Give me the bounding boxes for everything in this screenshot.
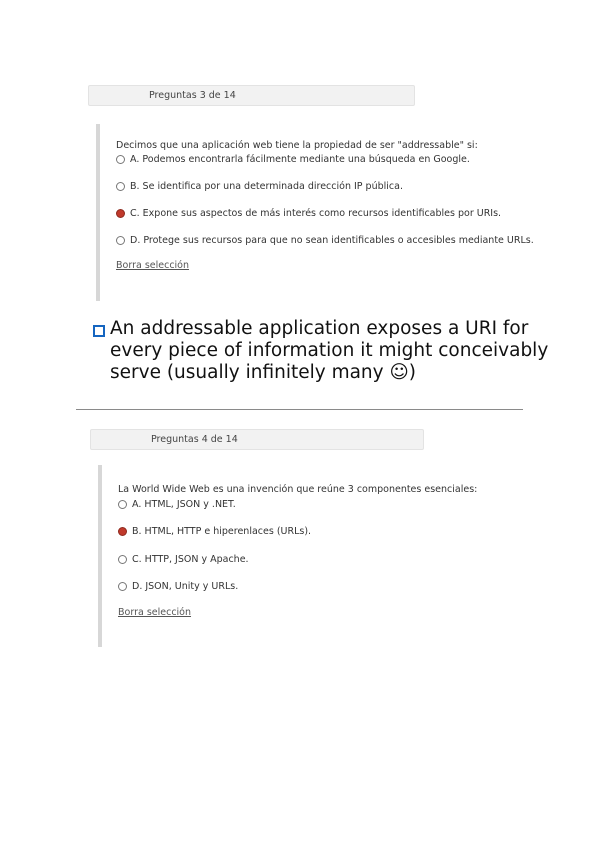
radio-option-d[interactable]: [118, 582, 127, 591]
question-3-clear-selection-link[interactable]: Borra selección: [116, 260, 190, 271]
question-3-option-b[interactable]: [116, 181, 403, 192]
radio-option-b-selected[interactable]: [118, 527, 127, 536]
cropped-text-fragment: [200, 309, 270, 315]
question-4-clear-selection-link[interactable]: Borra selección: [118, 607, 192, 618]
question-3-header: [88, 85, 415, 106]
question-4-counter: Preguntas 4 de 14: [151, 434, 238, 445]
option-b-label: B. HTML, HTTP e hiperenlaces (URLs).: [132, 526, 312, 537]
question-3-prompt: Decimos que una aplicación web tiene la propiedad de ser "addressable" si:: [116, 140, 478, 151]
question-3-counter: Preguntas 3 de 14: [149, 90, 236, 101]
question-4-option-b[interactable]: [118, 526, 311, 537]
question-3-option-a[interactable]: [116, 154, 470, 165]
note-line-1: An addressable application exposes a URI for: [110, 318, 529, 339]
option-c-label: C. HTTP, JSON y Apache.: [132, 554, 249, 565]
radio-option-c-selected[interactable]: [116, 209, 125, 218]
question-4-header: [90, 429, 424, 450]
option-d-label: D. Protege sus recursos para que no sean identificables o accesibles mediante URLs.: [130, 235, 534, 246]
slide-note: [93, 318, 549, 384]
option-a-label: A. Podemos encontrarla fácilmente mediante una búsqueda en Google.: [130, 154, 470, 165]
radio-option-a[interactable]: [118, 500, 127, 509]
question-4-option-c[interactable]: [118, 554, 249, 565]
radio-option-a[interactable]: [116, 155, 125, 164]
option-a-label: A. HTML, JSON y .NET.: [132, 499, 236, 510]
option-d-label: D. JSON, Unity y URLs.: [132, 581, 239, 592]
option-c-label: C. Expone sus aspectos de más interés como recursos identificables por URIs.: [130, 208, 502, 219]
section-divider: [76, 409, 523, 410]
radio-option-d[interactable]: [116, 236, 125, 245]
square-bullet-icon: [93, 325, 105, 337]
question-4-option-a[interactable]: [118, 499, 236, 510]
question-4-prompt: La World Wide Web es una invención que reúne 3 componentes esenciales:: [118, 484, 478, 495]
question-3-option-c[interactable]: [116, 208, 501, 219]
question-3-option-d[interactable]: [116, 235, 534, 246]
note-line-2: every piece of information it might conceivably: [110, 340, 549, 361]
option-b-label: B. Se identifica por una determinada dirección IP pública.: [130, 181, 403, 192]
radio-option-b[interactable]: [116, 182, 125, 191]
radio-option-c[interactable]: [118, 555, 127, 564]
question-4-option-d[interactable]: [118, 581, 238, 592]
note-line-3: serve (usually infinitely many ☺): [110, 362, 416, 383]
